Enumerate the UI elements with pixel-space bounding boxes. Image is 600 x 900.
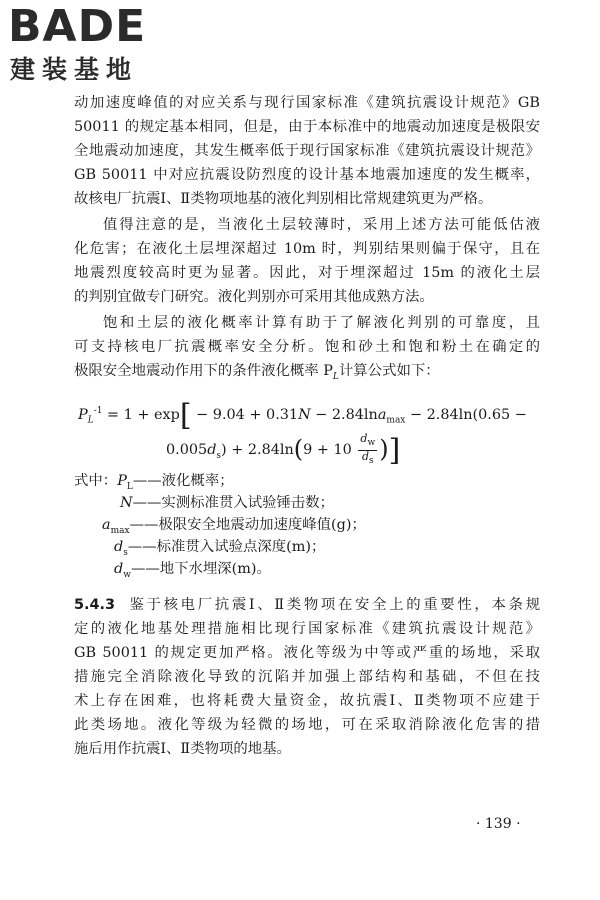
body-text bbox=[74, 91, 540, 383]
paragraph-3-line-3 bbox=[74, 359, 540, 383]
left-paren: ( bbox=[293, 435, 304, 463]
section-line-1 bbox=[74, 593, 540, 617]
variable-symbol: d bbox=[114, 539, 124, 555]
section-line-2: 定的液化地基处理措施相比现行国家标准《建筑抗震设计规范》 bbox=[74, 621, 540, 637]
variable-item bbox=[74, 492, 366, 514]
formula-part-3: − 2.84ln bbox=[310, 406, 378, 423]
section-line-1-text: 鉴于核电厂抗震Ⅰ、Ⅱ类物项在安全上的重要性，本条规 bbox=[129, 597, 541, 613]
formula-lhs-sub: L bbox=[87, 415, 94, 426]
formula-line-1 bbox=[78, 396, 527, 433]
variable-list bbox=[74, 470, 366, 580]
formula-part-2: − 9.04 + 0.31 bbox=[191, 406, 299, 423]
variable-desc: ——极限安全地震动加速度峰值(g)； bbox=[129, 517, 366, 533]
fraction-denominator bbox=[358, 451, 377, 467]
variable-sub: L bbox=[126, 481, 133, 492]
variable-item bbox=[74, 558, 366, 580]
logo bbox=[8, 1, 178, 90]
paragraph-2-line-4: 的判别宜做专门研究。液化判别亦可采用其他成熟方法。 bbox=[74, 289, 434, 305]
formula-line2-part-2: ) + 2.84ln bbox=[221, 442, 294, 458]
paragraph-1-line-1: 动加速度峰值的对应关系与现行国家标准《建筑抗震设计规范》GB bbox=[74, 95, 540, 111]
paragraph-2-line-3: 地震烈度较高时更为显著。因此，对于埋深超过 15m 的液化土层 bbox=[74, 265, 540, 281]
paragraph-3-line-3-end: 计算公式如下： bbox=[338, 363, 440, 379]
variable-sub: s bbox=[123, 547, 128, 558]
formula-part-1: = 1 + exp bbox=[102, 406, 180, 423]
frac-num-symbol: d bbox=[360, 432, 368, 446]
section-line-4: 措施完全消除液化导致的沉陷并加强上部结构和基础，不但在技 bbox=[74, 669, 540, 685]
formula-line-2 bbox=[166, 432, 400, 466]
paragraph-1-line-3: 全地震动加速度，其发生概率低于现行国家标准《建筑抗震设计规范》 bbox=[74, 143, 540, 159]
paragraph-1-line-5: 故核电厂抗震Ⅰ、Ⅱ类物项地基的液化判别相比常规建筑更为严格。 bbox=[74, 191, 493, 207]
section-5-4-3 bbox=[74, 593, 540, 761]
page-number: · 139 · bbox=[476, 816, 521, 832]
paragraph-2-line-1: 值得注意的是，当液化土层较薄时，采用上述方法可能低估液 bbox=[103, 217, 540, 233]
left-bracket: [ bbox=[179, 397, 192, 433]
section-line-7: 施后用作抗震Ⅰ、Ⅱ类物项的地基。 bbox=[74, 741, 291, 757]
section-line-6: 此类场地。液化等级为轻微的场地，可在采取消除液化危害的措 bbox=[74, 717, 540, 733]
formula-part-4: − 2.84ln(0.65 − bbox=[405, 406, 527, 423]
right-paren: ) bbox=[379, 435, 389, 463]
variable-desc: ——液化概率； bbox=[132, 473, 234, 489]
variable-symbol: P bbox=[117, 473, 127, 489]
section-number: 5.4.3 bbox=[74, 597, 115, 613]
formula-lhs-sup: -1 bbox=[93, 406, 103, 416]
right-bracket: ] bbox=[388, 433, 401, 468]
logo-subtitle: 建装基地 bbox=[10, 55, 139, 84]
formula-a-sub: max bbox=[386, 415, 406, 426]
formula-d-symbol: d bbox=[207, 442, 217, 458]
formula-lhs-symbol: P bbox=[78, 406, 88, 423]
paragraph-3-line-1: 饱和土层的液化概率计算有助于了解液化判别的可靠度，且 bbox=[103, 315, 540, 331]
variable-symbol: N bbox=[120, 495, 133, 511]
formula-n-symbol: N bbox=[298, 406, 311, 423]
variable-sub: max bbox=[110, 525, 130, 536]
formula-d-sub: s bbox=[216, 450, 222, 461]
formula-a-symbol: a bbox=[377, 406, 387, 423]
variable-symbol: a bbox=[102, 517, 111, 533]
logo-brand: BADE bbox=[8, 1, 147, 52]
paragraph-3-line-3-text: 极限安全地震动作用下的条件液化概率 P bbox=[74, 363, 333, 379]
variable-intro: 式中： bbox=[74, 473, 118, 489]
variable-item bbox=[74, 514, 366, 536]
variable-desc: ——实测标准贯入试验锤击数； bbox=[132, 495, 335, 511]
formula-line2-part-1: 0.005 bbox=[166, 442, 208, 458]
frac-den-sub: s bbox=[369, 455, 374, 466]
fraction-numerator bbox=[358, 433, 377, 450]
paragraph-1-line-4: GB 50011 中对应抗震设防烈度的设计基本地震加速度的发生概率， bbox=[74, 167, 540, 183]
section-line-3: GB 50011 的规定更加严格。液化等级为中等或严重的场地，采取 bbox=[74, 645, 540, 661]
variable-symbol: d bbox=[114, 561, 124, 577]
formula-line2-part-3: 9 + 10 bbox=[303, 442, 352, 458]
section-line-5: 术上存在困难，也将耗费大量资金，故抗震Ⅰ、Ⅱ类物项不应建于 bbox=[74, 693, 540, 709]
frac-num-sub: w bbox=[367, 438, 376, 449]
variable-desc: ——标准贯入试验点深度(m)； bbox=[127, 539, 326, 555]
variable-sub: w bbox=[123, 569, 131, 580]
pl-subscript: L bbox=[332, 371, 339, 382]
variable-item bbox=[74, 470, 366, 492]
fraction-dw-ds bbox=[358, 433, 377, 466]
variable-desc: ——地下水埋深(m)。 bbox=[130, 561, 271, 577]
paragraph-2-line-2: 化危害；在液化土层埋深超过 10m 时，判别结果则偏于保守，且在 bbox=[74, 241, 540, 257]
variable-item bbox=[74, 536, 366, 558]
paragraph-1-line-2: 50011 的规定基本相同，但是，由于本标准中的地震动加速度是极限安 bbox=[74, 119, 540, 135]
paragraph-3-line-2: 可支持核电厂抗震概率安全分析。饱和砂土和饱和粉土在确定的 bbox=[74, 339, 540, 355]
frac-den-symbol: d bbox=[361, 449, 370, 463]
